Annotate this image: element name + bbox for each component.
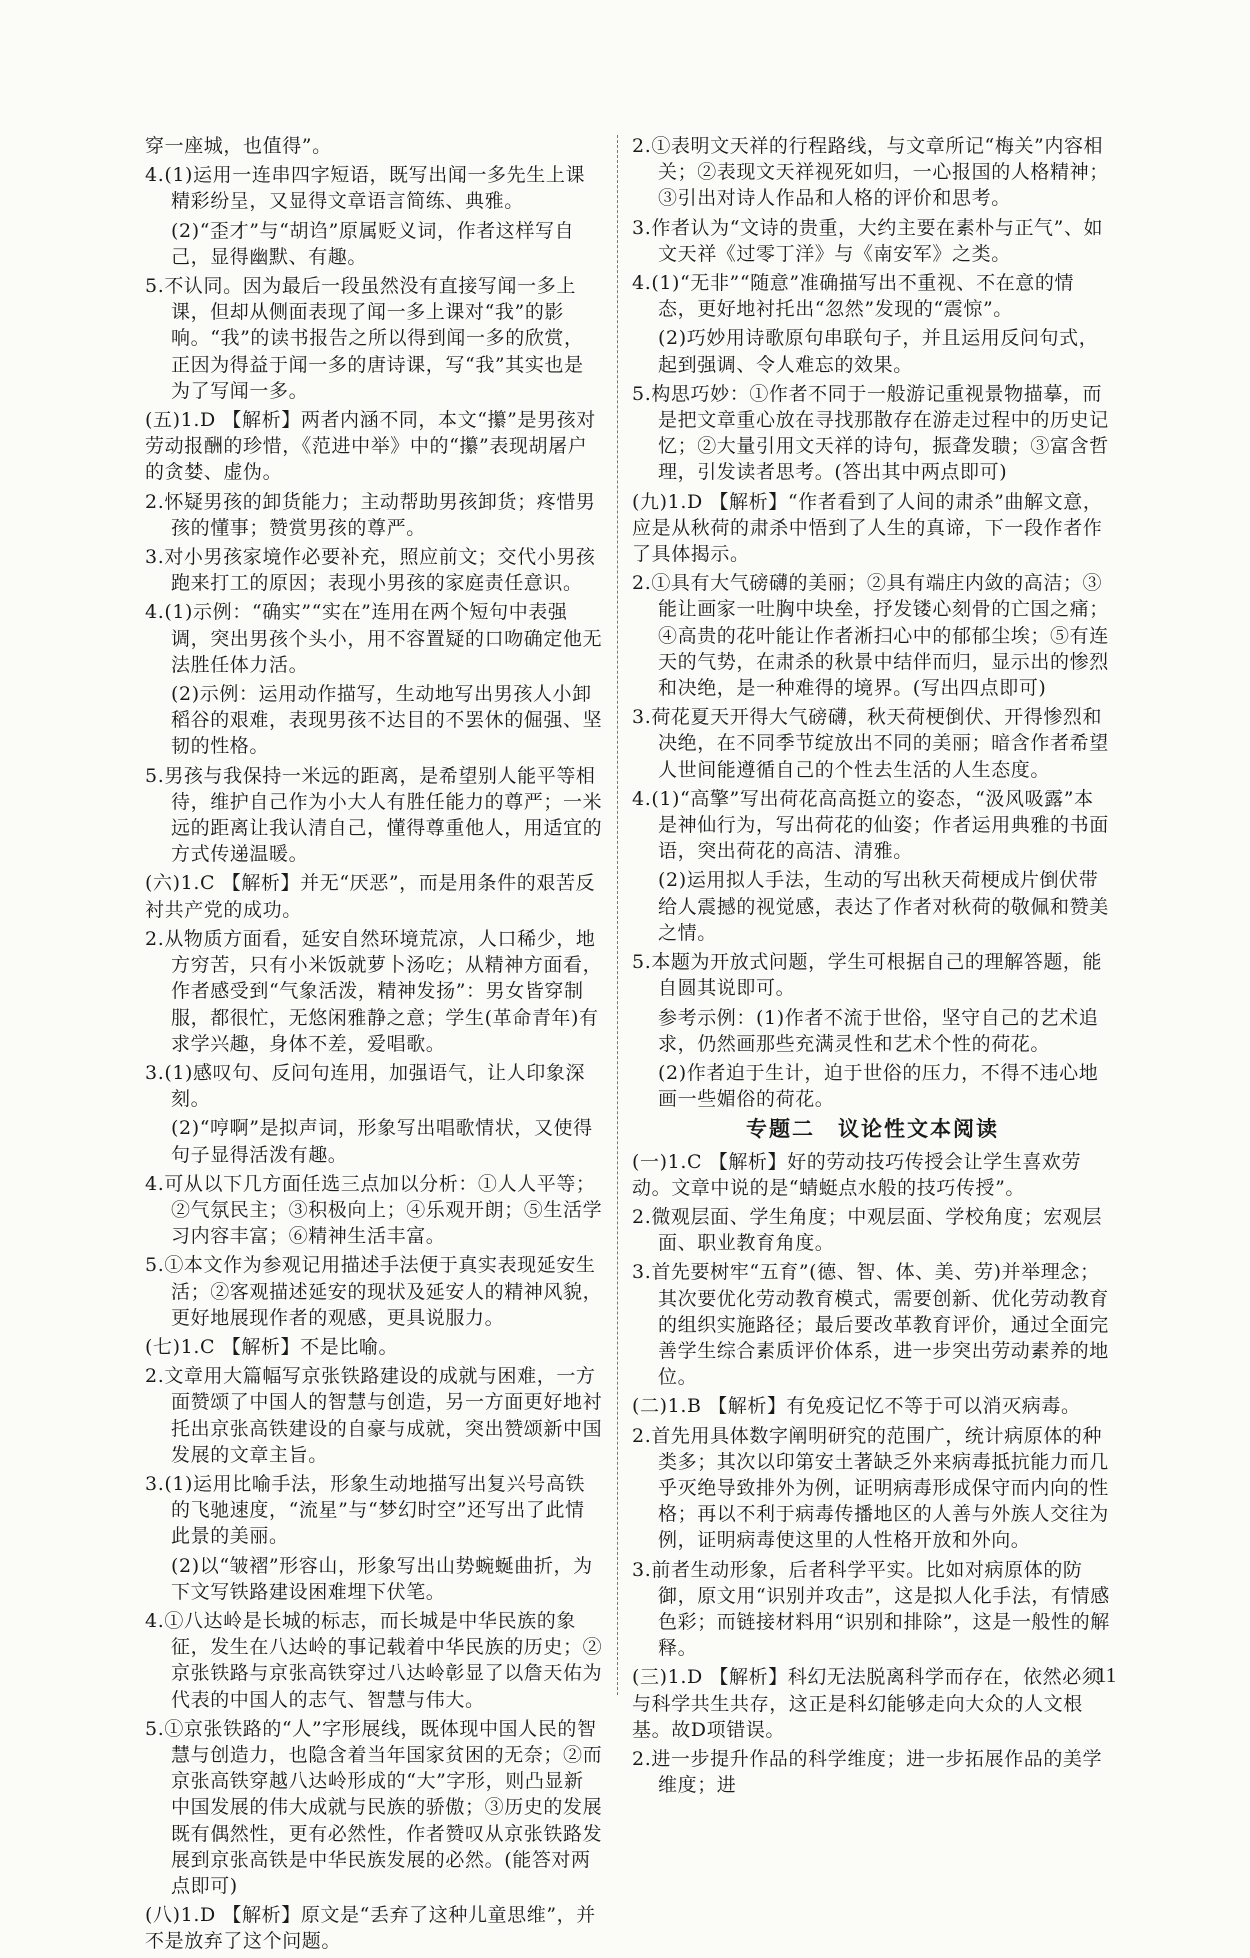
answer-paragraph: 2.①表明文天祥的行程路线，与文章所记“梅关”内容相关；②表现文天祥视死如归，一心报国的人格精神；③引出对诗人作品和人格的评价和思考。 — [632, 135, 1109, 210]
answer-paragraph: (2)作者迫于生计，迫于世俗的压力，不得不违心地画一些媚俗的荷花。 — [658, 1061, 1099, 1111]
answer-paragraph: 2.进一步提升作品的科学维度；进一步拓展作品的美学维度；进 — [632, 1747, 1103, 1797]
answer-paragraph: 2.首先用具体数字阐明研究的范围广，统计病原体的种类多；其次以印第安土著缺乏外来病毒抵抗能力而几乎灭绝导致排外为例，证明病毒形成保守而内向的性格；再以不利于病毒传播地区的人善与外族人交往为例，证明病毒使这里的人性格开放和外向。 — [632, 1424, 1109, 1552]
answer-paragraph: 5.①京张铁路的“人”字形展线，既体现中国人民的智慧与创造力，也隐含着当年国家贫困的无奈；②而京张高铁穿越八达岭形成的“大”字形，则凸显新中国发展的伟大成就与民族的骄傲；③历史的发展既有偶然性，更有必然性，作者赞叹从京张铁路发展到京张高铁是中华民族发展的必然。(能答对两点即可) — [145, 1717, 603, 1897]
answer-paragraph: (六)1.C 【解析】并无“厌恶”，而是用条件的艰苦反衬共产党的成功。 — [145, 872, 596, 921]
answer-paragraph: 4.(1)“高擎”写出荷花高高挺立的姿态，“汲风吸露”本是神仙行为，写出荷花的仙姿；作者运用典雅的书面语，突出荷花的高洁、清雅。 — [632, 787, 1109, 863]
answer-paragraph: (2)运用拟人手法，生动的写出秋天荷梗成片倒伏带给人震撼的视觉感，表达了作者对秋荷的敬佩和赞美之情。 — [658, 869, 1109, 944]
answer-paragraph: (2)“哼啊”是拟声词，形象写出唱歌情状，又使得句子显得活泼有趣。 — [171, 1117, 593, 1166]
answer-paragraph: 3.荷花夏天开得大气磅礴，秋天荷梗倒伏、开得惨烈和决绝，在不同季节绽放出不同的美丽；暗含作者希望人世间能遵循自己的个性去生活的人生态度。 — [632, 706, 1109, 781]
answer-paragraph: 参考示例：(1)作者不流于世俗，坚守自己的艺术追求，仍然画那些充满灵性和艺术个性的荷花。 — [658, 1006, 1099, 1055]
answer-paragraph: 2.从物质方面看，延安自然环境荒凉，人口稀少，地方穷苦，只有小米饭就萝卜汤吃；从精神方面看，作者感受到“气象活泼，精神发扬”：男女皆穿制服，都很忙，无悠闲雅静之意；学生(革命青年)有求学兴趣，身体不差，爱唱歌。 — [145, 927, 603, 1055]
answer-paragraph: (二)1.B 【解析】有免疫记忆不等于可以消灭病毒。 — [632, 1395, 1081, 1418]
answer-paragraph: 2.①具有大气磅礴的美丽；②具有端庄内敛的高洁；③能让画家一吐胸中块垒，抒发镂心刻骨的亡国之痛；④高贵的花叶能让作者淅扫心中的郁郁尘埃；⑤有连天的气势，在肃杀的秋景中结伴而归，显示出的惨烈和决绝，是一种难得的境界。(写出四点即可) — [632, 572, 1109, 700]
answer-paragraph: (三)1.D 【解析】科幻无法脱离科学而存在，依然必须与科学共生共存，这正是科幻能够走向大众的人文根基。故D项错误。 — [632, 1666, 1102, 1741]
answer-paragraph: 2.怀疑男孩的卸货能力；主动帮助男孩卸货；疼惜男孩的懂事；赞赏男孩的尊严。 — [145, 490, 596, 539]
page-number: 11 — [1096, 1663, 1117, 1687]
answer-paragraph: (2)示例：运用动作描写，生动地写出男孩人小卸稻谷的艰难，表现男孩不达目的不罢休的倔强、坚韧的性格。 — [171, 683, 603, 758]
right-column — [632, 133, 1113, 1801]
answer-paragraph: 3.首先要树牢“五育”(德、智、体、美、劳)并举理念；其次要优化劳动教育模式，需要创新、优化劳动教育的组织实施路径；最后要改革教育评价，通过全面完善学生综合素质评价体系，进一步突出劳动素养的地位。 — [632, 1261, 1109, 1389]
answer-paragraph: (五)1.D 【解析】两者内涵不同，本文“攥”是男孩对劳动报酬的珍惜，《范进中举》中的“攥”表现胡屠户的贪婪、虚伪。 — [145, 409, 596, 484]
answer-paragraph: 5.构思巧妙：①作者不同于一般游记重视景物描摹，而是把文章重心放在寻找那散存在游走过程中的历史记忆；②大量引用文天祥的诗句，振聋发聩；③富含哲理，引发读者思考。(答出其中两点即可) — [632, 382, 1109, 484]
section-title: 专题二 议论性文本阅读 — [746, 1117, 999, 1142]
answer-paragraph: 4.(1)运用一连串四字短语，既写出闻一多先生上课精彩纷呈，又显得文章语言简练、典雅。 — [145, 164, 586, 213]
answer-paragraph: 3.(1)感叹句、反问句连用，加强语气，让人印象深刻。 — [145, 1061, 586, 1111]
answer-paragraph: 5.不认同。因为最后一段虽然没有直接写闻一多上课，但却从侧面表现了闻一多上课对“我”的影响。“我”的读书报告之所以得到闻一多的欣赏，正因为得益于闻一多的唐诗课，写“我”其实也是为了写闻一多。 — [145, 275, 584, 402]
answer-paragraph: (2)以“皱褶”形容山，形象写出山势蜿蜒曲折，为下文写铁路建设困难埋下伏笔。 — [171, 1554, 593, 1603]
answer-paragraph: 5.男孩与我保持一米远的距离，是希望别人能平等相待，维护自己作为小大人有胜任能力的尊严；一米远的距离让我认清自己，懂得尊重他人，用适宜的方式传递温暖。 — [145, 764, 603, 866]
answer-paragraph: 2.微观层面、学生角度；中观层面、学校角度；宏观层面、职业教育角度。 — [632, 1205, 1103, 1255]
column-divider — [617, 135, 618, 1695]
answer-paragraph: 4.①八达岭是长城的标志，而长城是中华民族的象征，发生在八达岭的事记载着中华民族的历史；②京张铁路与京张高铁穿过八达岭彰显了以詹天佑为代表的中国人的志气、智慧与伟大。 — [145, 1609, 603, 1711]
answer-paragraph: 5.①本文作为参观记用描述手法便于真实表现延安生活；②客观描述延安的现状及延安人的精神风貌，更好地展现作者的观感，更具说服力。 — [145, 1254, 603, 1329]
answer-paragraph: (九)1.D 【解析】“作者看到了人间的肃杀”曲解文意，应是从秋荷的肃杀中悟到了人生的真谛，下一段作者作了具体揭示。 — [632, 490, 1103, 566]
answer-paragraph: (一)1.C 【解析】好的劳动技巧传授会让学生喜欢劳动。文章中说的是“蜻蜓点水般的技巧传授”。 — [632, 1150, 1082, 1199]
answer-paragraph: (2)巧妙用诗歌原句串联句子，并且运用反问句式，起到强调、令人难忘的效果。 — [658, 327, 1099, 376]
answer-paragraph: 3.作者认为“文诗的贵重，大约主要在素朴与正气”、如文天祥《过零丁洋》与《南安军》之类。 — [632, 216, 1104, 265]
answer-paragraph: 3.(1)运用比喻手法，形象生动地描写出复兴号高铁的飞驰速度，“流星”与“梦幻时空”还写出了此情此景的美丽。 — [145, 1472, 586, 1548]
answer-paragraph: 穿一座城，也值得”。 — [145, 135, 332, 157]
answer-paragraph: 3.对小男孩家境作必要补充，照应前文；交代小男孩跑来打工的原因；表现小男孩的家庭责任意识。 — [145, 546, 596, 595]
answer-paragraph: 5.本题为开放式问题，学生可根据自己的理解答题，能自圆其说即可。 — [632, 951, 1103, 1000]
answer-paragraph: (七)1.C 【解析】不是比喻。 — [145, 1335, 399, 1358]
answer-paragraph: 4.(1)“无非”“随意”准确描写出不重视、不在意的情态，更好地衬托出“忽然”发现的“震惊”。 — [632, 272, 1075, 321]
answer-paragraph: 4.(1)示例：“确实”“实在”连用在两个短句中表强调，突出男孩个头小，用不容置疑的口吻确定他无法胜任体力活。 — [145, 601, 603, 676]
answer-paragraph: 4.可从以下几方面任选三点加以分析：①人人平等；②气氛民主；③积极向上；④乐观开朗；⑤生活学习内容丰富；⑥精神生活丰富。 — [145, 1172, 603, 1248]
left-column — [145, 133, 603, 1958]
answer-paragraph: (2)“歪才”与“胡诌”原属贬义词，作者这样写自己，显得幽默、有趣。 — [171, 219, 575, 268]
answer-paragraph: (八)1.D 【解析】原文是“丢弃了这种儿童思维”，并不是放弃了这个问题。 — [145, 1904, 596, 1953]
answer-paragraph: 2.文章用大篇幅写京张铁路建设的成就与困难，一方面赞颂了中国人的智慧与创造，另一方面更好地衬托出京张高铁建设的自豪与成就，突出赞颂新中国发展的文章主旨。 — [145, 1365, 603, 1466]
answer-paragraph: 3.前者生动形象，后者科学平实。比如对病原体的防御，原文用“识别并攻击”，这是拟人化手法，有情感色彩；而链接材料用“识别和排除”，这是一般性的解释。 — [632, 1558, 1110, 1660]
